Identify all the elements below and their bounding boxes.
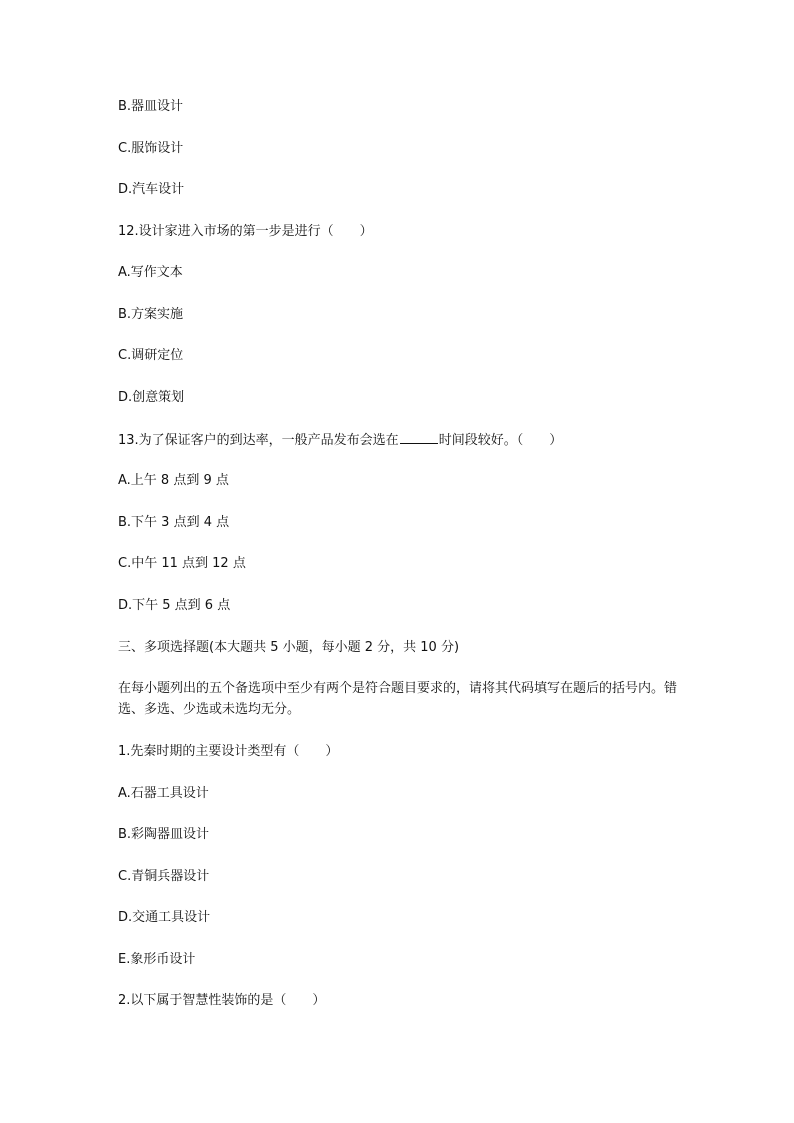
question-13-part-2: 时间段较好。（ ）: [438, 433, 563, 448]
mq1-option-b: B.彩陶器皿设计: [118, 827, 210, 842]
option-b-vessel-design: B.器皿设计: [118, 99, 184, 114]
q13-option-c: C.中午 11 点到 12 点: [118, 556, 246, 571]
multi-question-2: 2.以下属于智慧性装饰的是（ ）: [118, 993, 326, 1008]
section-3-heading: 三、多项选择题(本大题共 5 小题，每小题 2 分，共 10 分): [118, 640, 460, 655]
q13-option-d: D.下午 5 点到 6 点: [118, 598, 231, 613]
option-c-apparel-design: C.服饰设计: [118, 141, 184, 156]
question-13: [118, 430, 562, 451]
mq1-option-a: A.石器工具设计: [118, 786, 209, 801]
question-13-part-1: 13.为了保证客户的到达率，一般产品发布会选在: [118, 433, 399, 448]
q12-option-b: B.方案实施: [118, 307, 184, 322]
fill-in-blank: [400, 430, 438, 444]
section-3-instructions: 在每小题列出的五个备选项中至少有两个是符合题目要求的，请将其代码填写在题后的括号内。错选、多选、少选或未选均无分。: [118, 681, 678, 717]
q12-option-c: C.调研定位: [118, 348, 184, 363]
multi-question-1: 1.先秦时期的主要设计类型有（ ）: [118, 744, 339, 759]
mq1-option-d: D.交通工具设计: [118, 910, 211, 925]
option-d-car-design: D.汽车设计: [118, 182, 185, 197]
question-12: 12.设计家进入市场的第一步是进行（ ）: [118, 224, 373, 239]
mq1-option-e: E.象形币设计: [118, 952, 196, 967]
mq1-option-c: C.青铜兵器设计: [118, 869, 210, 884]
q13-option-b: B.下午 3 点到 4 点: [118, 515, 230, 530]
q13-option-a: A.上午 8 点到 9 点: [118, 473, 229, 488]
q12-option-d: D.创意策划: [118, 390, 185, 405]
q12-option-a: A.写作文本: [118, 265, 183, 280]
